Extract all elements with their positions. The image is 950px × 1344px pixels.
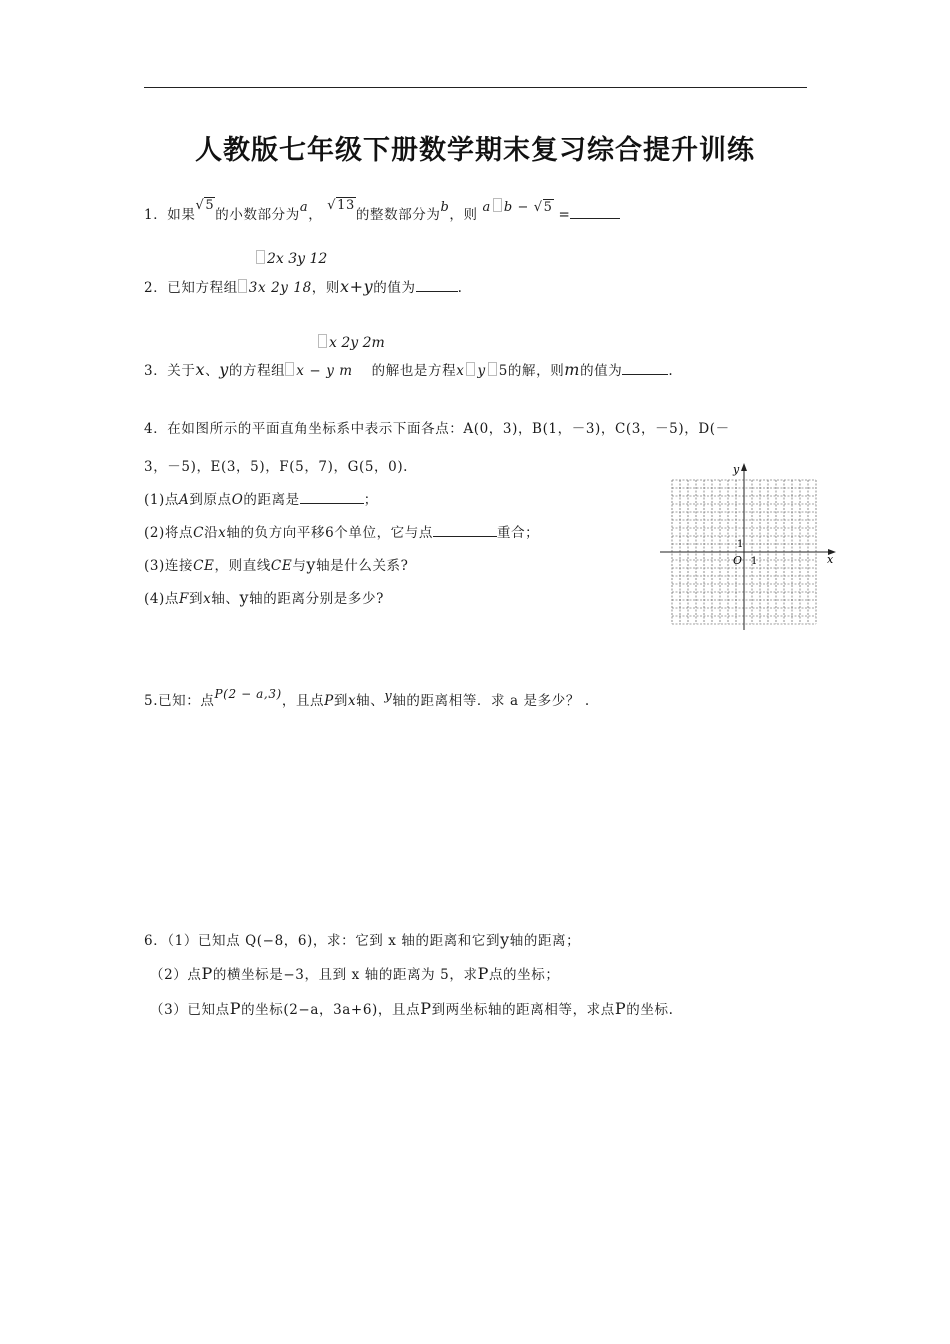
q1-expression: a b − √5 xyxy=(482,200,553,215)
q4-part-3: (3)连接CE，则直线CE与y轴是什么关系? xyxy=(144,555,409,574)
q3-var-m: m xyxy=(564,360,581,379)
q2-system-row-1: 2x 3y 12 xyxy=(256,250,327,267)
question-4-line-2: 3，－5)，E(3，5)，F(5，7)，G(5，0). xyxy=(144,459,409,475)
question-2 xyxy=(144,276,462,296)
q3-system-row-1: x 2y 2m xyxy=(318,334,385,351)
coordinate-grid xyxy=(656,460,846,636)
q3-text-1: 的方程组 xyxy=(228,363,286,379)
var-b: b xyxy=(440,200,450,215)
q1-text-1: 的小数部分为 xyxy=(215,207,300,223)
q5-point: P(2 − a,3) xyxy=(214,687,282,701)
q3-var-x: x xyxy=(195,360,206,379)
question-6-part-3: （3）已知点P的坐标(2−a，3a+6)，且点P到两坐标轴的距离相等，求点P的坐标. xyxy=(150,999,674,1018)
x-axis-label: x xyxy=(827,553,834,566)
unit-x-label: 1 xyxy=(751,556,758,567)
q2-xy: x+y xyxy=(339,277,374,296)
q1-prefix: 1．如果 xyxy=(144,207,196,223)
q2-prefix: 2．已知方程组 xyxy=(144,280,238,296)
q3-end: . xyxy=(668,363,674,379)
q1-text-2: ， xyxy=(308,207,323,223)
q4-part-2-blank xyxy=(433,524,497,537)
question-5: 5.已知：点P(2 − a,3)，且点P到x轴、y轴的距离相等．求 a 是多少？ . xyxy=(144,687,590,709)
q3-system-row-2: x − y m xyxy=(296,363,353,379)
q3-text-4: 的值为 xyxy=(580,363,623,379)
question-6-part-1: 6．（1）已知点 Q(−8，6)，求：它到 x 轴的距离和它到y轴的距离； xyxy=(144,930,581,949)
question-1 xyxy=(144,198,620,223)
unit-y-label: 1 xyxy=(737,539,744,550)
top-rule xyxy=(144,87,807,88)
q3-answer-blank xyxy=(622,362,668,375)
q4-part-1: (1)点A到原点O的距离是 ； xyxy=(144,492,378,508)
q3-text-2: 的解也是方程 xyxy=(371,363,457,379)
sqrt-13: √13 xyxy=(327,198,355,213)
q1-text-4: ，则 xyxy=(449,207,478,223)
q2-text-2: 的值为 xyxy=(373,280,416,296)
q1-text-3: 的整数部分为 xyxy=(355,207,441,223)
q3-var-y: y xyxy=(219,360,229,379)
page-title: 人教版七年级下册数学期末复习综合提升训练 xyxy=(195,135,755,166)
brace-glyph xyxy=(285,362,294,376)
q3-prefix: 3．关于 xyxy=(144,363,196,379)
y-axis-arrow xyxy=(741,463,747,471)
q3-eq-x: x xyxy=(456,363,465,379)
question-3 xyxy=(144,359,673,379)
q1-equals: = xyxy=(558,207,571,223)
y-axis-label: y xyxy=(733,463,740,476)
brace-glyph xyxy=(238,279,247,293)
q3-text-3: 的解，则 xyxy=(507,363,565,379)
q4-part-4: (4)点F到x轴、y轴的距离分别是多少? xyxy=(144,588,384,607)
var-a: a xyxy=(299,200,309,215)
question-4-line-1: 4．在如图所示的平面直角坐标系中表示下面各点：A(0，3)，B(1，－3)，C(3，－5)，D(－ xyxy=(144,421,730,437)
q2-system-row-2: 3x 2y 18 xyxy=(248,280,312,296)
sqrt-5: √5 xyxy=(195,198,215,213)
q3-eq-5: 5 xyxy=(498,363,508,379)
q4-part-1-blank xyxy=(300,491,364,504)
q3-sep: 、 xyxy=(205,363,220,379)
q3-eq-y: y xyxy=(477,363,486,379)
q1-answer-blank xyxy=(570,206,620,219)
q2-answer-blank xyxy=(416,279,458,292)
q2-text-1: ，则 xyxy=(311,280,340,296)
q2-end: . xyxy=(457,280,463,296)
question-6-part-2: （2）点P的横坐标是−3，且到 x 轴的距离为 5，求P点的坐标； xyxy=(150,964,560,983)
origin-label: O xyxy=(733,554,743,567)
q4-part-2: (2)将点C沿x轴的负方向平移6个单位，它与点 重合； xyxy=(144,525,540,541)
